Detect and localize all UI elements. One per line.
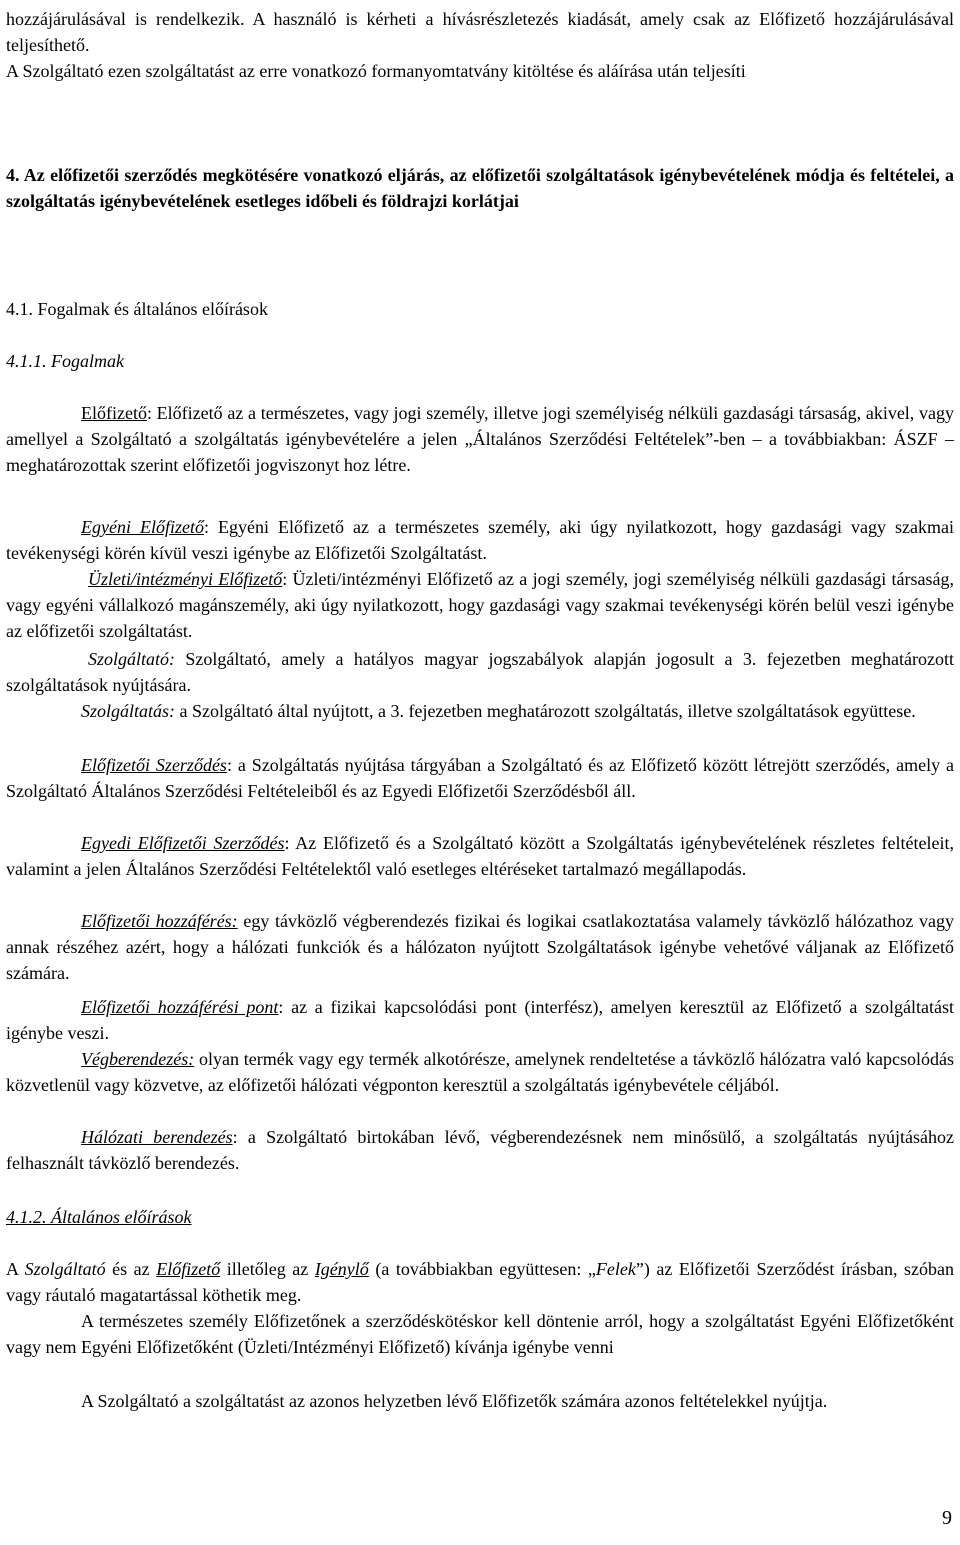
- definition-vegberendezes: [6, 1046, 954, 1098]
- general-term: Igénylő: [314, 1259, 369, 1279]
- definition-term: Előfizetői hozzáférés:: [81, 911, 238, 931]
- definition-text: Szolgáltató, amely a hatályos magyar jogszabályok alapján jogosult a 3. fejezetben meghatározott szolgáltatások nyújtására.: [6, 649, 954, 695]
- definition-text: olyan termék vagy egy termék alkotórésze, amelynek rendeltetése a távközlő hálózatra való kapcsolódás közvetlenül vagy közvetve, az előfizetői hálózati végponton keresztül a szolgáltatás igénybevétele céljából.: [6, 1049, 954, 1095]
- definition-egyeni-elofizeto: [6, 514, 954, 566]
- definition-text: a Szolgáltató által nyújtott, a 3. fejezetben meghatározott szolgáltatás, illetve szolgáltatások együttese.: [175, 701, 916, 721]
- intro-text: hozzájárulásával is rendelkezik. A használó is kérheti a hívásrészletezés kiadását, amely csak az Előfizető hozzájárulásával teljesíthető.: [6, 9, 954, 55]
- section-4-1-heading-text: 4.1. Fogalmak és általános előírások: [6, 299, 268, 319]
- definition-text: : az a fizikai kapcsolódási pont (interfész), amelyen keresztül az Előfizető a szolgáltatást igénybe veszi.: [6, 997, 954, 1043]
- definition-term: Szolgáltatás:: [81, 701, 176, 721]
- general-text: illetőleg az: [220, 1259, 315, 1279]
- definition-term: Előfizetői hozzáférési pont: [81, 997, 279, 1017]
- definition-text: : Előfizető az a természetes, vagy jogi személy, illetve jogi személyiség nélküli gazdasági társaság, akivel, vagy amellyel a Szolgáltató a szolgáltatás igénybevételére a jelen „Általános Szerződési Feltételek”-ben – a továbbiakban: ÁSZF – meghatározottak szerint előfizetői jogviszonyt hoz létre.: [6, 403, 954, 475]
- definition-term: Hálózati berendezés: [81, 1127, 233, 1147]
- definition-term: Egyedi Előfizetői Szerződés: [81, 833, 285, 853]
- definition-text: : Üzleti/intézményi Előfizető az a jogi személy, jogi személyiség nélküli gazdasági társaság, vagy egyéni vállalkozó magánszemély, aki úgy nyilatkozott, hogy gazdasági vagy szakmai tevékenységi körén belül veszi igénybe az előfizetői szolgáltatást.: [6, 569, 954, 641]
- definition-szolgaltatas: [6, 698, 954, 724]
- definition-text: : Egyéni Előfizető az a természetes személy, aki úgy nyilatkozott, hogy gazdasági vagy szakmai tevékenységi körén kívül veszi igénybe az Előfizetői Szolgáltatást.: [6, 517, 954, 563]
- general-term: Előfizető: [156, 1259, 221, 1279]
- definition-elofizeto: [6, 400, 954, 478]
- definition-elofizetoi-szerzodes: [6, 752, 954, 804]
- general-text: A természetes személy Előfizetőnek a szerződéskötéskor kell döntenie arról, hogy a szolgáltatást Egyéni Előfizetőként vagy nem Egyéni Előfizetőként (Üzleti/Intézményi Előfizető) kívánja igénybe venni: [6, 1311, 954, 1357]
- definition-term: Előfizetői Szerződés: [81, 755, 227, 775]
- general-term: Felek: [595, 1259, 636, 1279]
- intro-paragraph-2: [6, 58, 954, 84]
- definition-term: Szolgáltató:: [88, 649, 176, 669]
- intro-text-2: A Szolgáltató ezen szolgáltatást az erre vonatkozó formanyomtatvány kitöltése és aláírása után teljesíti: [6, 61, 746, 81]
- definition-term: Végberendezés:: [81, 1049, 195, 1069]
- definition-halozati-berendezes: [6, 1124, 954, 1176]
- definition-text: : a Szolgáltatás nyújtása tárgyában a Szolgáltató és az Előfizető között létrejött szerződés, amely a Szolgáltató Általános Szerződési Feltételeiből és az Egyedi Előfizetői Szerződésből áll.: [6, 755, 954, 801]
- section-4-1-1-heading: [6, 348, 954, 374]
- general-text: A: [6, 1259, 25, 1279]
- definition-term: Üzleti/intézményi Előfizető: [88, 569, 283, 589]
- page-number: 9: [942, 1507, 952, 1529]
- definition-szolgaltato: [6, 646, 954, 698]
- general-text: és az: [105, 1259, 157, 1279]
- definition-term: Előfizető: [81, 403, 147, 423]
- definition-text: : a Szolgáltató birtokában lévő, végberendezésnek nem minősülő, a szolgáltatás nyújtásához felhasznált távközlő berendezés.: [6, 1127, 954, 1173]
- definition-hozzaferesi-pont: [6, 994, 954, 1046]
- general-paragraph-1: [6, 1256, 954, 1308]
- section-4-heading-text: 4. Az előfizetői szerződés megkötésére vonatkozó eljárás, az előfizetői szolgáltatások igénybevételének módja és feltételei, a szolgáltatás igénybevételének esetleges időbeli és földrajzi korlátjai: [6, 165, 954, 211]
- definition-term: Egyéni Előfizető: [81, 517, 204, 537]
- general-text: (a továbbiakban együttesen: „: [368, 1259, 596, 1279]
- section-4-1-2-heading-text: 4.1.2. Általános előírások: [6, 1207, 192, 1227]
- definition-egyedi-szerzodes: [6, 830, 954, 882]
- general-text: ”) az Előfizetői Szerződést írásban, szóban vagy ráutaló magatartással köthetik meg.: [6, 1259, 954, 1305]
- section-4-1-1-heading-text: 4.1.1. Fogalmak: [6, 351, 124, 371]
- section-4-1-2-heading: [6, 1204, 954, 1230]
- definition-elofizetoi-hozzaferes: [6, 908, 954, 986]
- general-paragraph-2: [6, 1308, 954, 1360]
- general-paragraph-3: [6, 1388, 954, 1414]
- definition-text: : Az Előfizető és a Szolgáltató között a Szolgáltatás igénybevételének részletes feltételeit, valamint a jelen Általános Szerződési Feltételektől való esetleges eltéréseket tartalmazó megállapodás.: [6, 833, 955, 879]
- definition-text: egy távközlő végberendezés fizikai és logikai csatlakoztatása valamely távközlő hálózathoz vagy annak részéhez azért, hogy a hálózati funkciók és a hálózaton nyújtott Szolgáltatások igénybe vehetővé váljanak az Előfizető számára.: [6, 911, 954, 983]
- section-4-1-heading: [6, 296, 954, 322]
- general-text: A Szolgáltató a szolgáltatást az azonos helyzetben lévő Előfizetők számára azonos feltételekkel nyújtja.: [81, 1391, 828, 1411]
- general-term: Szolgáltató: [24, 1259, 106, 1279]
- intro-paragraph: [6, 6, 954, 58]
- section-4-heading: [6, 162, 954, 214]
- definition-uzleti-elofizeto: [6, 566, 954, 644]
